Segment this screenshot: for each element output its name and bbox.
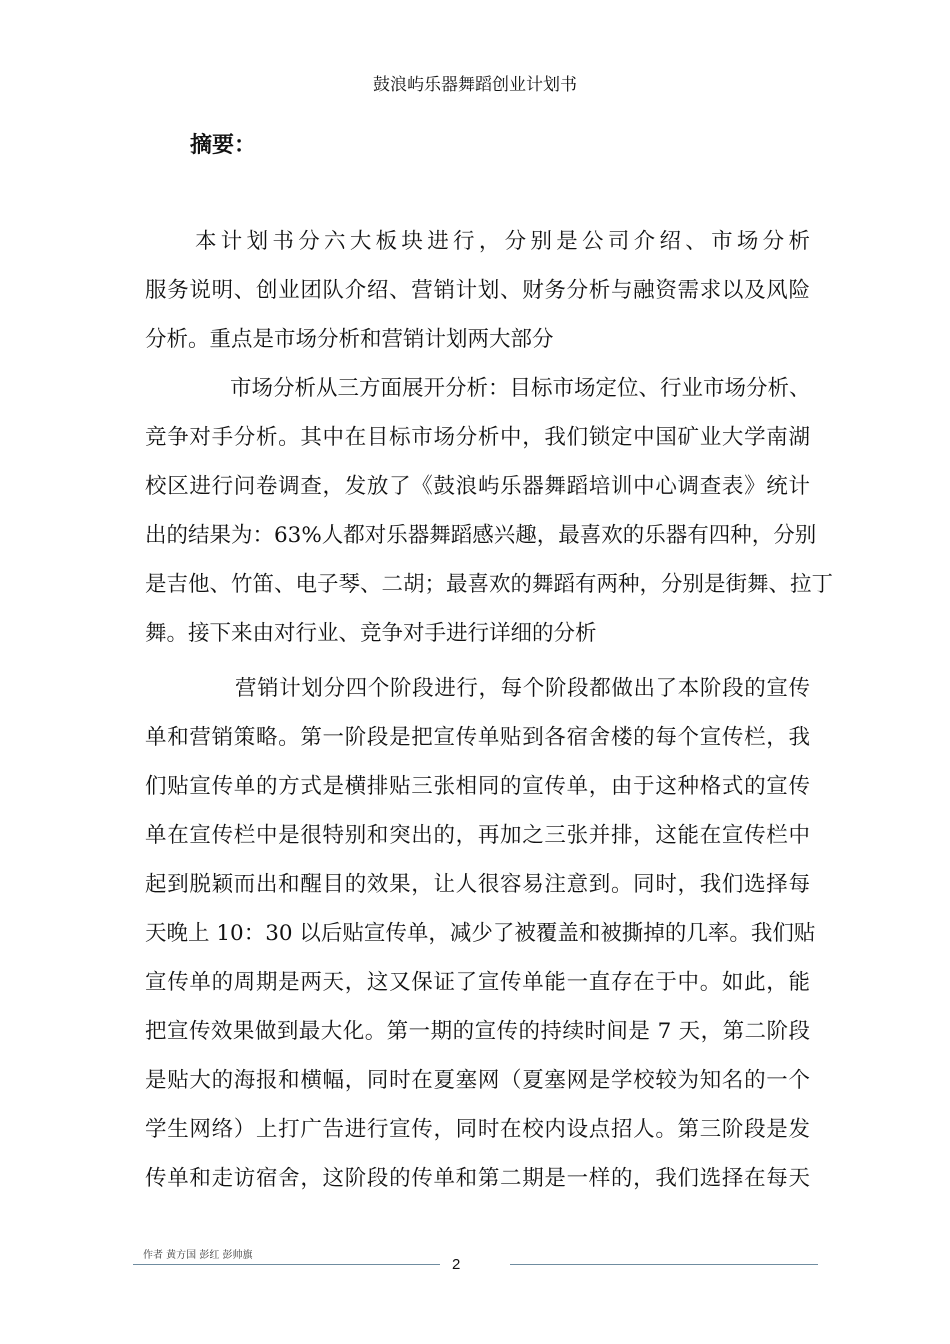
paragraph-line: 本计划书分六大板块进行，分别是公司介绍、市场分析 bbox=[195, 229, 810, 254]
paragraph-line: 把宣传效果做到最大化。第一期的宣传的持续时间是 7 天，第二阶段 bbox=[145, 1019, 810, 1044]
paragraph-line: 单和营销策略。第一阶段是把宣传单贴到各宿舍楼的每个宣传栏，我 bbox=[145, 725, 810, 750]
paragraph-line: 市场分析从三方面展开分析：目标市场定位、行业市场分析、 bbox=[230, 376, 811, 401]
paragraph-line: 学生网络）上打广告进行宣传，同时在校内设点招人。第三阶段是发 bbox=[145, 1117, 810, 1142]
paragraph-line: 服务说明、创业团队介绍、营销计划、财务分析与融资需求以及风险 bbox=[145, 278, 810, 303]
paragraph-line: 舞。接下来由对行业、竞争对手进行详细的分析 bbox=[145, 621, 597, 646]
paragraph-line: 宣传单的周期是两天，这又保证了宣传单能一直存在于中。如此，能 bbox=[145, 970, 810, 995]
paragraph-line: 营销计划分四个阶段进行，每个阶段都做出了本阶段的宣传 bbox=[235, 676, 810, 701]
footer-author: 作者 黄方国 彭红 彭帅旗 bbox=[143, 1250, 253, 1261]
paragraph-line: 分析。重点是市场分析和营销计划两大部分 bbox=[145, 327, 554, 352]
paragraph-line: 是贴大的海报和横幅，同时在夏塞网（夏塞网是学校较为知名的一个 bbox=[145, 1068, 810, 1093]
paragraph-line: 单在宣传栏中是很特别和突出的，再加之三张并排，这能在宣传栏中 bbox=[145, 823, 810, 848]
footer-rule-right bbox=[510, 1264, 818, 1265]
paragraph-line: 天晚上 10：30 以后贴宣传单，减少了被覆盖和被撕掉的几率。我们贴 bbox=[145, 921, 816, 946]
document-body bbox=[145, 223, 834, 1209]
paragraph-line: 出的结果为：63%人都对乐器舞蹈感兴趣，最喜欢的乐器有四种，分别 bbox=[145, 523, 817, 548]
paragraph-line: 是吉他、竹笛、电子琴、二胡；最喜欢的舞蹈有两种，分别是街舞、拉丁 bbox=[145, 572, 834, 597]
paragraph-line: 传单和走访宿舍，这阶段的传单和第二期是一样的，我们选择在每天 bbox=[145, 1166, 810, 1191]
paragraph-line: 起到脱颖而出和醒目的效果，让人很容易注意到。同时，我们选择每 bbox=[145, 872, 810, 897]
section-heading: 摘要： bbox=[190, 133, 257, 158]
paragraph-line: 们贴宣传单的方式是横排贴三张相同的宣传单，由于这种格式的宣传 bbox=[145, 774, 810, 799]
document-title: 鼓浪屿乐器舞蹈创业计划书 bbox=[373, 75, 577, 95]
paragraph-line: 竞争对手分析。其中在目标市场分析中，我们锁定中国矿业大学南湖 bbox=[145, 425, 810, 450]
page-number: 2 bbox=[452, 1256, 461, 1273]
footer-rule-left bbox=[133, 1264, 440, 1265]
paragraph-line: 校区进行问卷调查，发放了《鼓浪屿乐器舞蹈培训中心调查表》统计 bbox=[145, 474, 810, 499]
